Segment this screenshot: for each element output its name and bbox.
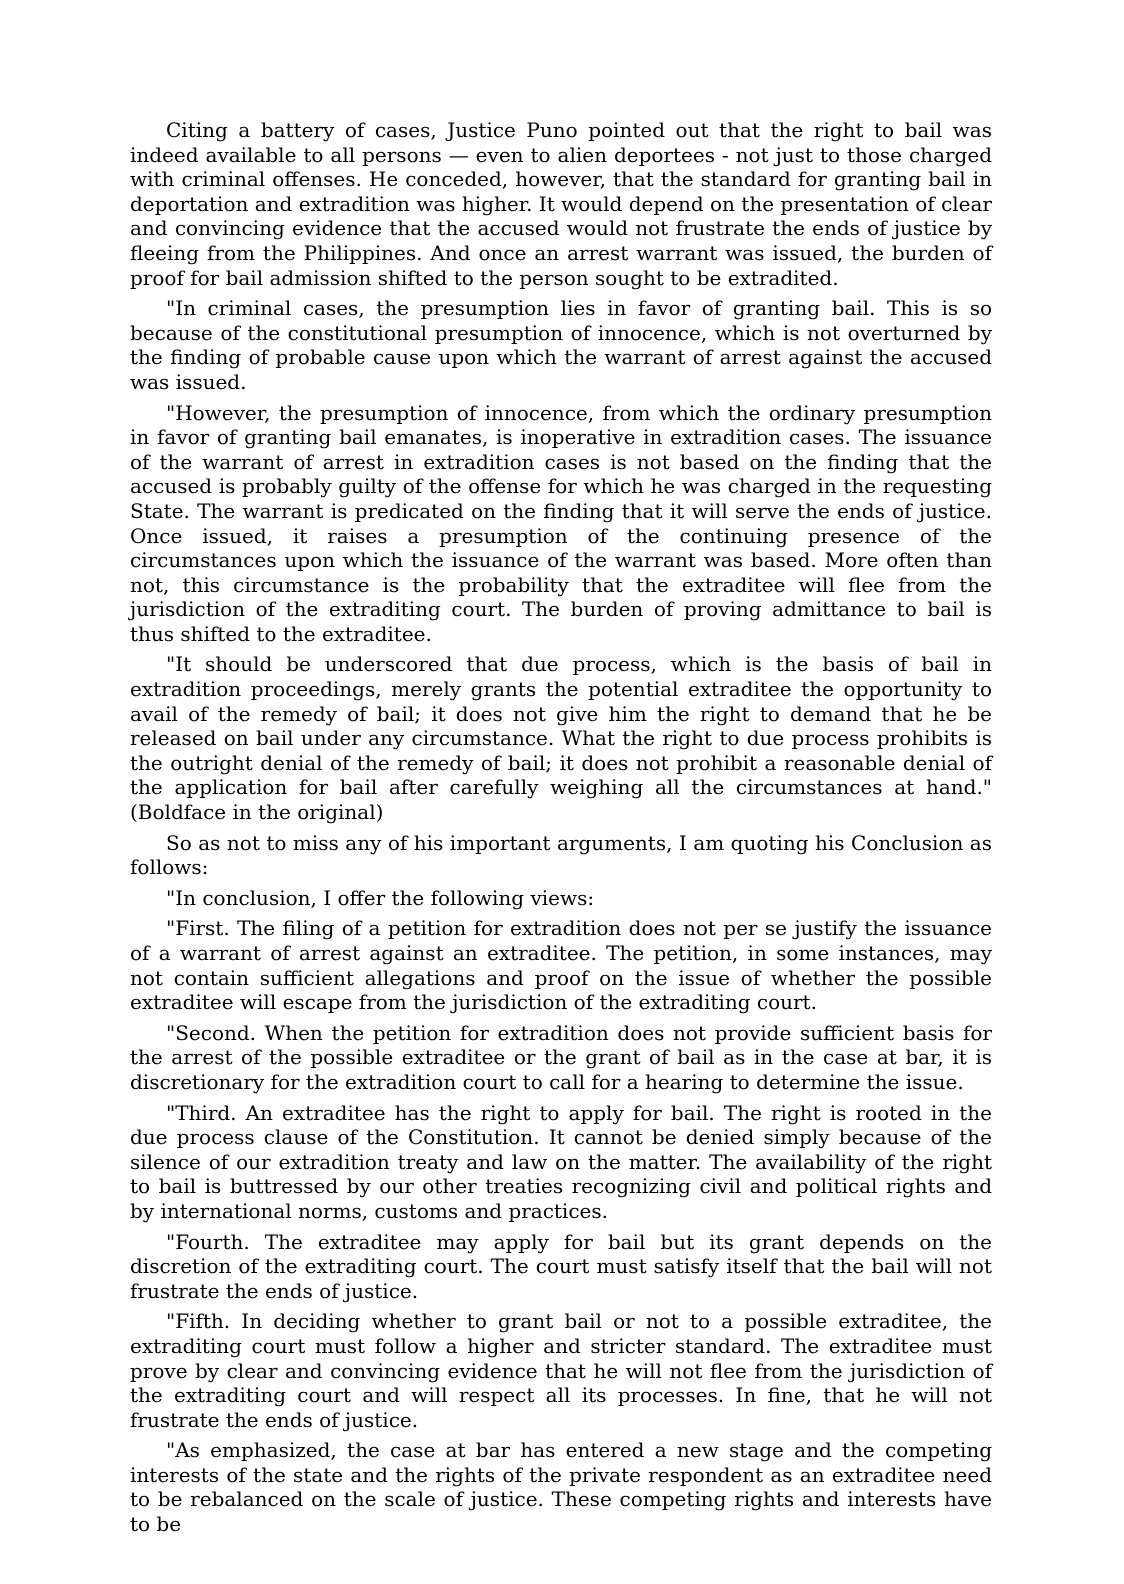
paragraph-presumption-innocence: "However, the presumption of innocence, from which the ordinary presumption in favor of granting bail emanates, is inoperative in extradition cases. The issuance of the warrant of arrest in extradition cases is not based on the finding that the accused is probably guilty of the offense for which he was charged in the requesting State. The warrant is predicated on the finding that it will serve the ends of justice. Once issued, it raises a presumption of the continuing presence of the circumstances upon which the issuance of the warrant was based. More often than not, this circumstance is the probability that the extraditee will flee from the jurisdiction of the extraditing court. The burden of proving admittance to bail is thus shifted to the extraditee. [130,400,992,646]
paragraph-third: "Third. An extraditee has the right to apply for bail. The right is rooted in the due process clause of the Constitution. It cannot be denied simply because of the silence of our extradition treaty and law on the matter. The availability of the right to bail is buttressed by our other treaties recognizing civil and political rights and by international norms, customs and practices. [130,1100,992,1223]
paragraph-as-emphasized: "As emphasized, the case at bar has entered a new stage and the competing interests of the state and the rights of the private respondent as an extraditee need to be rebalanced on the scale of justice. These competing rights and interests have to be [130,1438,992,1537]
paragraph-fifth: "Fifth. In deciding whether to grant bail or not to a possible extraditee, the extraditing court must follow a higher and stricter standard. The extraditee must prove by clear and convincing evidence that he will not flee from the jurisdiction of the extraditing court and will respect all its processes. In fine, that he will not frustrate the ends of justice. [130,1309,992,1432]
paragraph-in-conclusion: "In conclusion, I offer the following views: [166,885,595,910]
paragraph-due-process: "It should be underscored that due process, which is the basis of bail in extradition proceedings, merely grants the potential extraditee the opportunity to avail of the remedy of bail; it does not give him the right to demand that he be released on bail under any circumstance. What the right to due process prohibits is the outright denial of the remedy of bail; it does not prohibit a reasonable denial of the application for bail after carefully weighing all the circumstances at hand." (Boldface in the original) [130,652,992,825]
paragraph-citing-cases: Citing a battery of cases, Justice Puno pointed out that the right to bail was indeed available to all persons — even to alien deportees - not just to those charged with criminal offenses. He conceded, however, that the standard for granting bail in deportation and extradition was higher. It would depend on the presentation of clear and convincing evidence that the accused would not frustrate the ends of justice by fleeing from the Philippines. And once an arrest warrant was issued, the burden of proof for bail admission shifted to the person sought to be extradited. [130,118,992,290]
paragraph-second: "Second. When the petition for extradition does not provide sufficient basis for the arrest of the possible extraditee or the grant of bail as in the case at bar, it is discretionary for the extradition court to call for a hearing to determine the issue. [130,1020,992,1094]
paragraph-first: "First. The filing of a petition for extradition does not per se justify the issuance of a warrant of arrest against an extraditee. The petition, in some instances, may not contain sufficient allegations and proof on the issue of whether the possible extraditee will escape from the jurisdiction of the extraditing court. [130,916,992,1015]
paragraph-criminal-cases: "In criminal cases, the presumption lies in favor of granting bail. This is so because of the constitutional presumption of innocence, which is not overturned by the finding of probable cause upon which the warrant of arrest against the accused was issued. [130,296,992,394]
paragraph-quoting-conclusion: So as not to miss any of his important arguments, I am quoting his Conclusion as follows: [130,830,992,880]
document-page [130,118,992,1543]
paragraph-fourth: "Fourth. The extraditee may apply for bail but its grant depends on the discretion of the extraditing court. The court must satisfy itself that the bail will not frustrate the ends of justice. [130,1229,992,1303]
